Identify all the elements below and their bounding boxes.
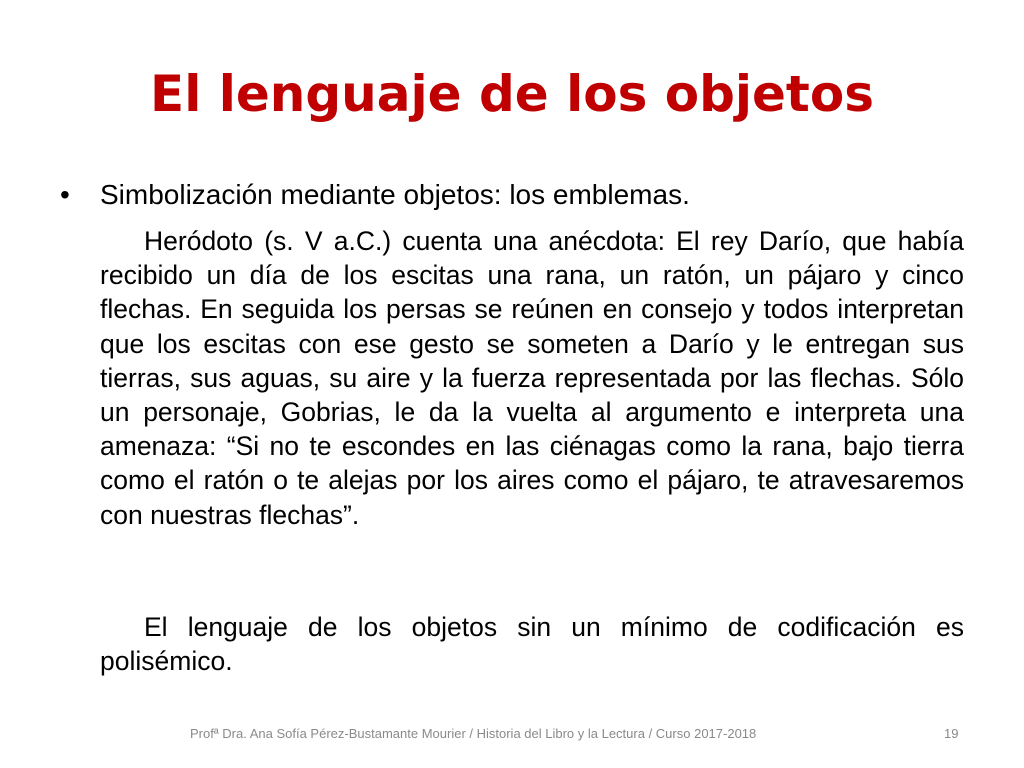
bullet-marker: •: [60, 179, 70, 210]
slide-title: El lenguaje de los objetos: [150, 65, 874, 123]
bullet-text: Simbolización mediante objetos: los emblemas.: [100, 179, 690, 210]
footer-text: Profª Dra. Ana Sofía Pérez-Bustamante Mourier / Historia del Libro y la Lectura / Curso 2017-2018: [190, 726, 757, 741]
page-number: 19: [944, 726, 959, 741]
body-paragraph-conclusion: El lenguaje de los objetos sin un mínimo de codificación es polisémico.: [100, 612, 964, 677]
body-paragraph-anecdote: Heródoto (s. V a.C.) cuenta una anécdota: El rey Darío, que había recibido un día de los escitas una rana, un ratón, un pájaro y cinco flechas. En seguida los persas se reúnen en consejo y todos interpretan que los escitas con ese gesto se someten a Darío y le entregan sus tierras, sus aguas, su aire y la fuerza representada por las flechas. Sólo un personaje, Gobrias, le da la vuelta al argumento e interpreta una amenaza: “Si no te escondes en las ciénagas como la rana, bajo tierra como el ratón o te alejas por los aires como el pájaro, te atravesaremos con nuestras flechas”.: [100, 226, 964, 530]
